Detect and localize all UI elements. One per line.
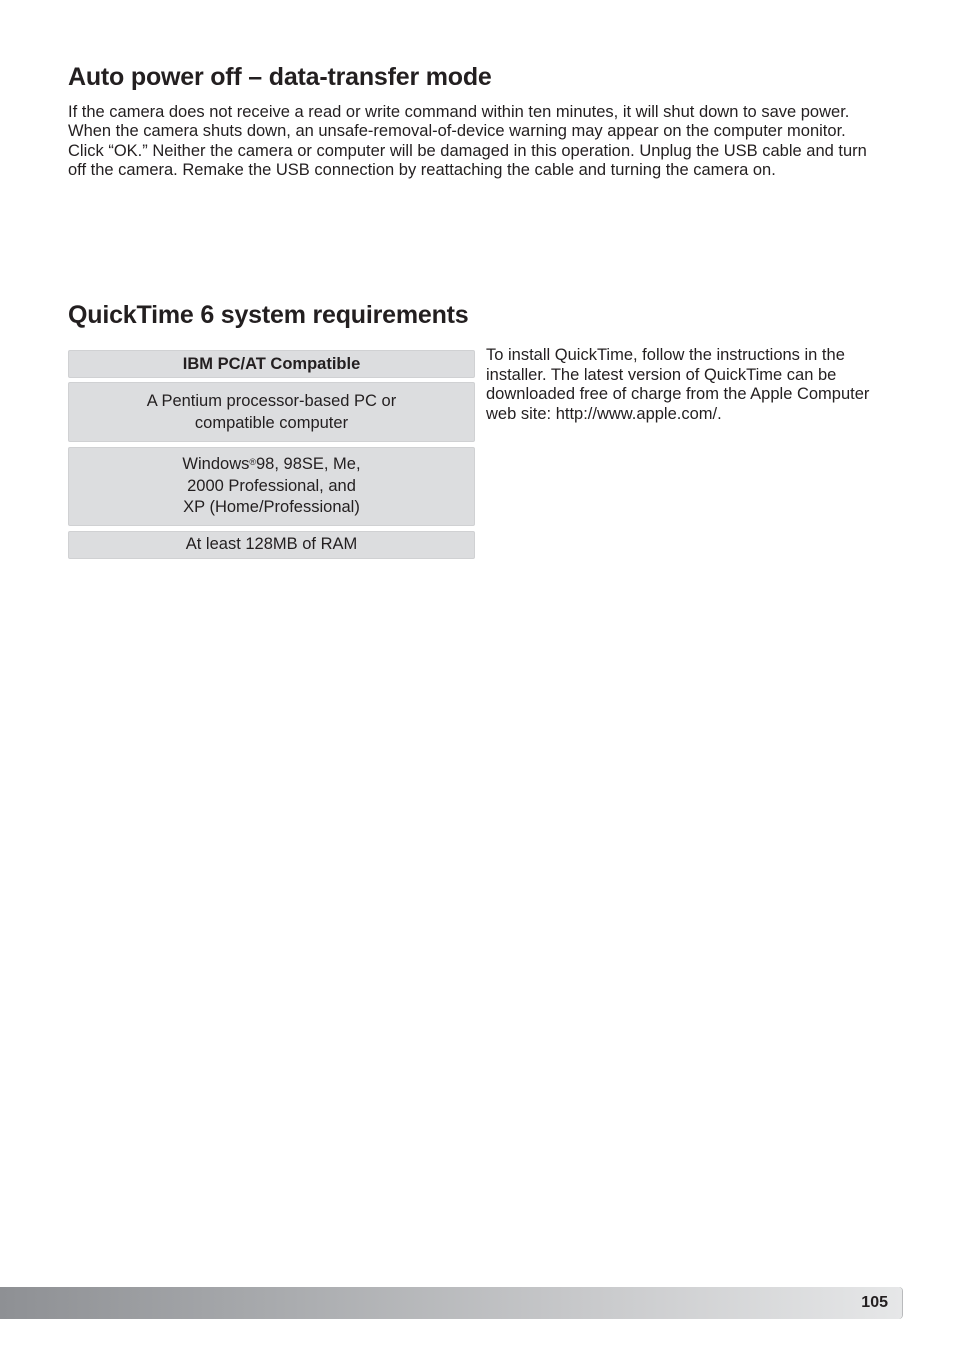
section-title-auto-power-off: Auto power off – data-transfer mode — [68, 63, 492, 91]
footer-bar — [0, 1287, 902, 1319]
auto-power-off-paragraph: If the camera does not receive a read or write command within ten minutes, it will shut down to save power. When the camera shuts down, an unsafe-removal-of-device warning may appear on the computer monitor. Click “OK.” Neither the camera or computer will be damaged in this operation. Unplug the USB cable and turn off the camera. Remake the USB connection by reattaching the cable and turning the camera on. — [68, 103, 867, 180]
requirements-row-processor — [68, 382, 475, 442]
quicktime-install-paragraph: To install QuickTime, follow the instructions in the installer. The latest version of QuickTime can be downloaded free of charge from the Apple Computer web site: http://www.apple.com/. — [486, 346, 870, 423]
registered-mark: ® — [249, 457, 256, 467]
processor-line-1: A Pentium processor-based PC or — [146, 392, 397, 410]
os-line-2: 2000 Professional, and — [187, 476, 356, 495]
os-windows-label: Windows — [182, 455, 250, 473]
requirements-row-ram: At least 128MB of RAM — [68, 531, 475, 559]
os-line-3: XP (Home/Professional) — [183, 498, 360, 516]
os-versions-label: 98, 98SE, Me, — [256, 455, 361, 473]
section-title-quicktime-requirements: QuickTime 6 system requirements — [68, 301, 469, 329]
page-number: 105 — [861, 1294, 888, 1311]
requirements-row-os — [68, 447, 475, 526]
requirements-table-header: IBM PC/AT Compatible — [68, 350, 475, 378]
requirements-table — [68, 350, 475, 559]
processor-line-2: compatible computer — [194, 413, 349, 432]
os-line-1 — [69, 454, 474, 476]
